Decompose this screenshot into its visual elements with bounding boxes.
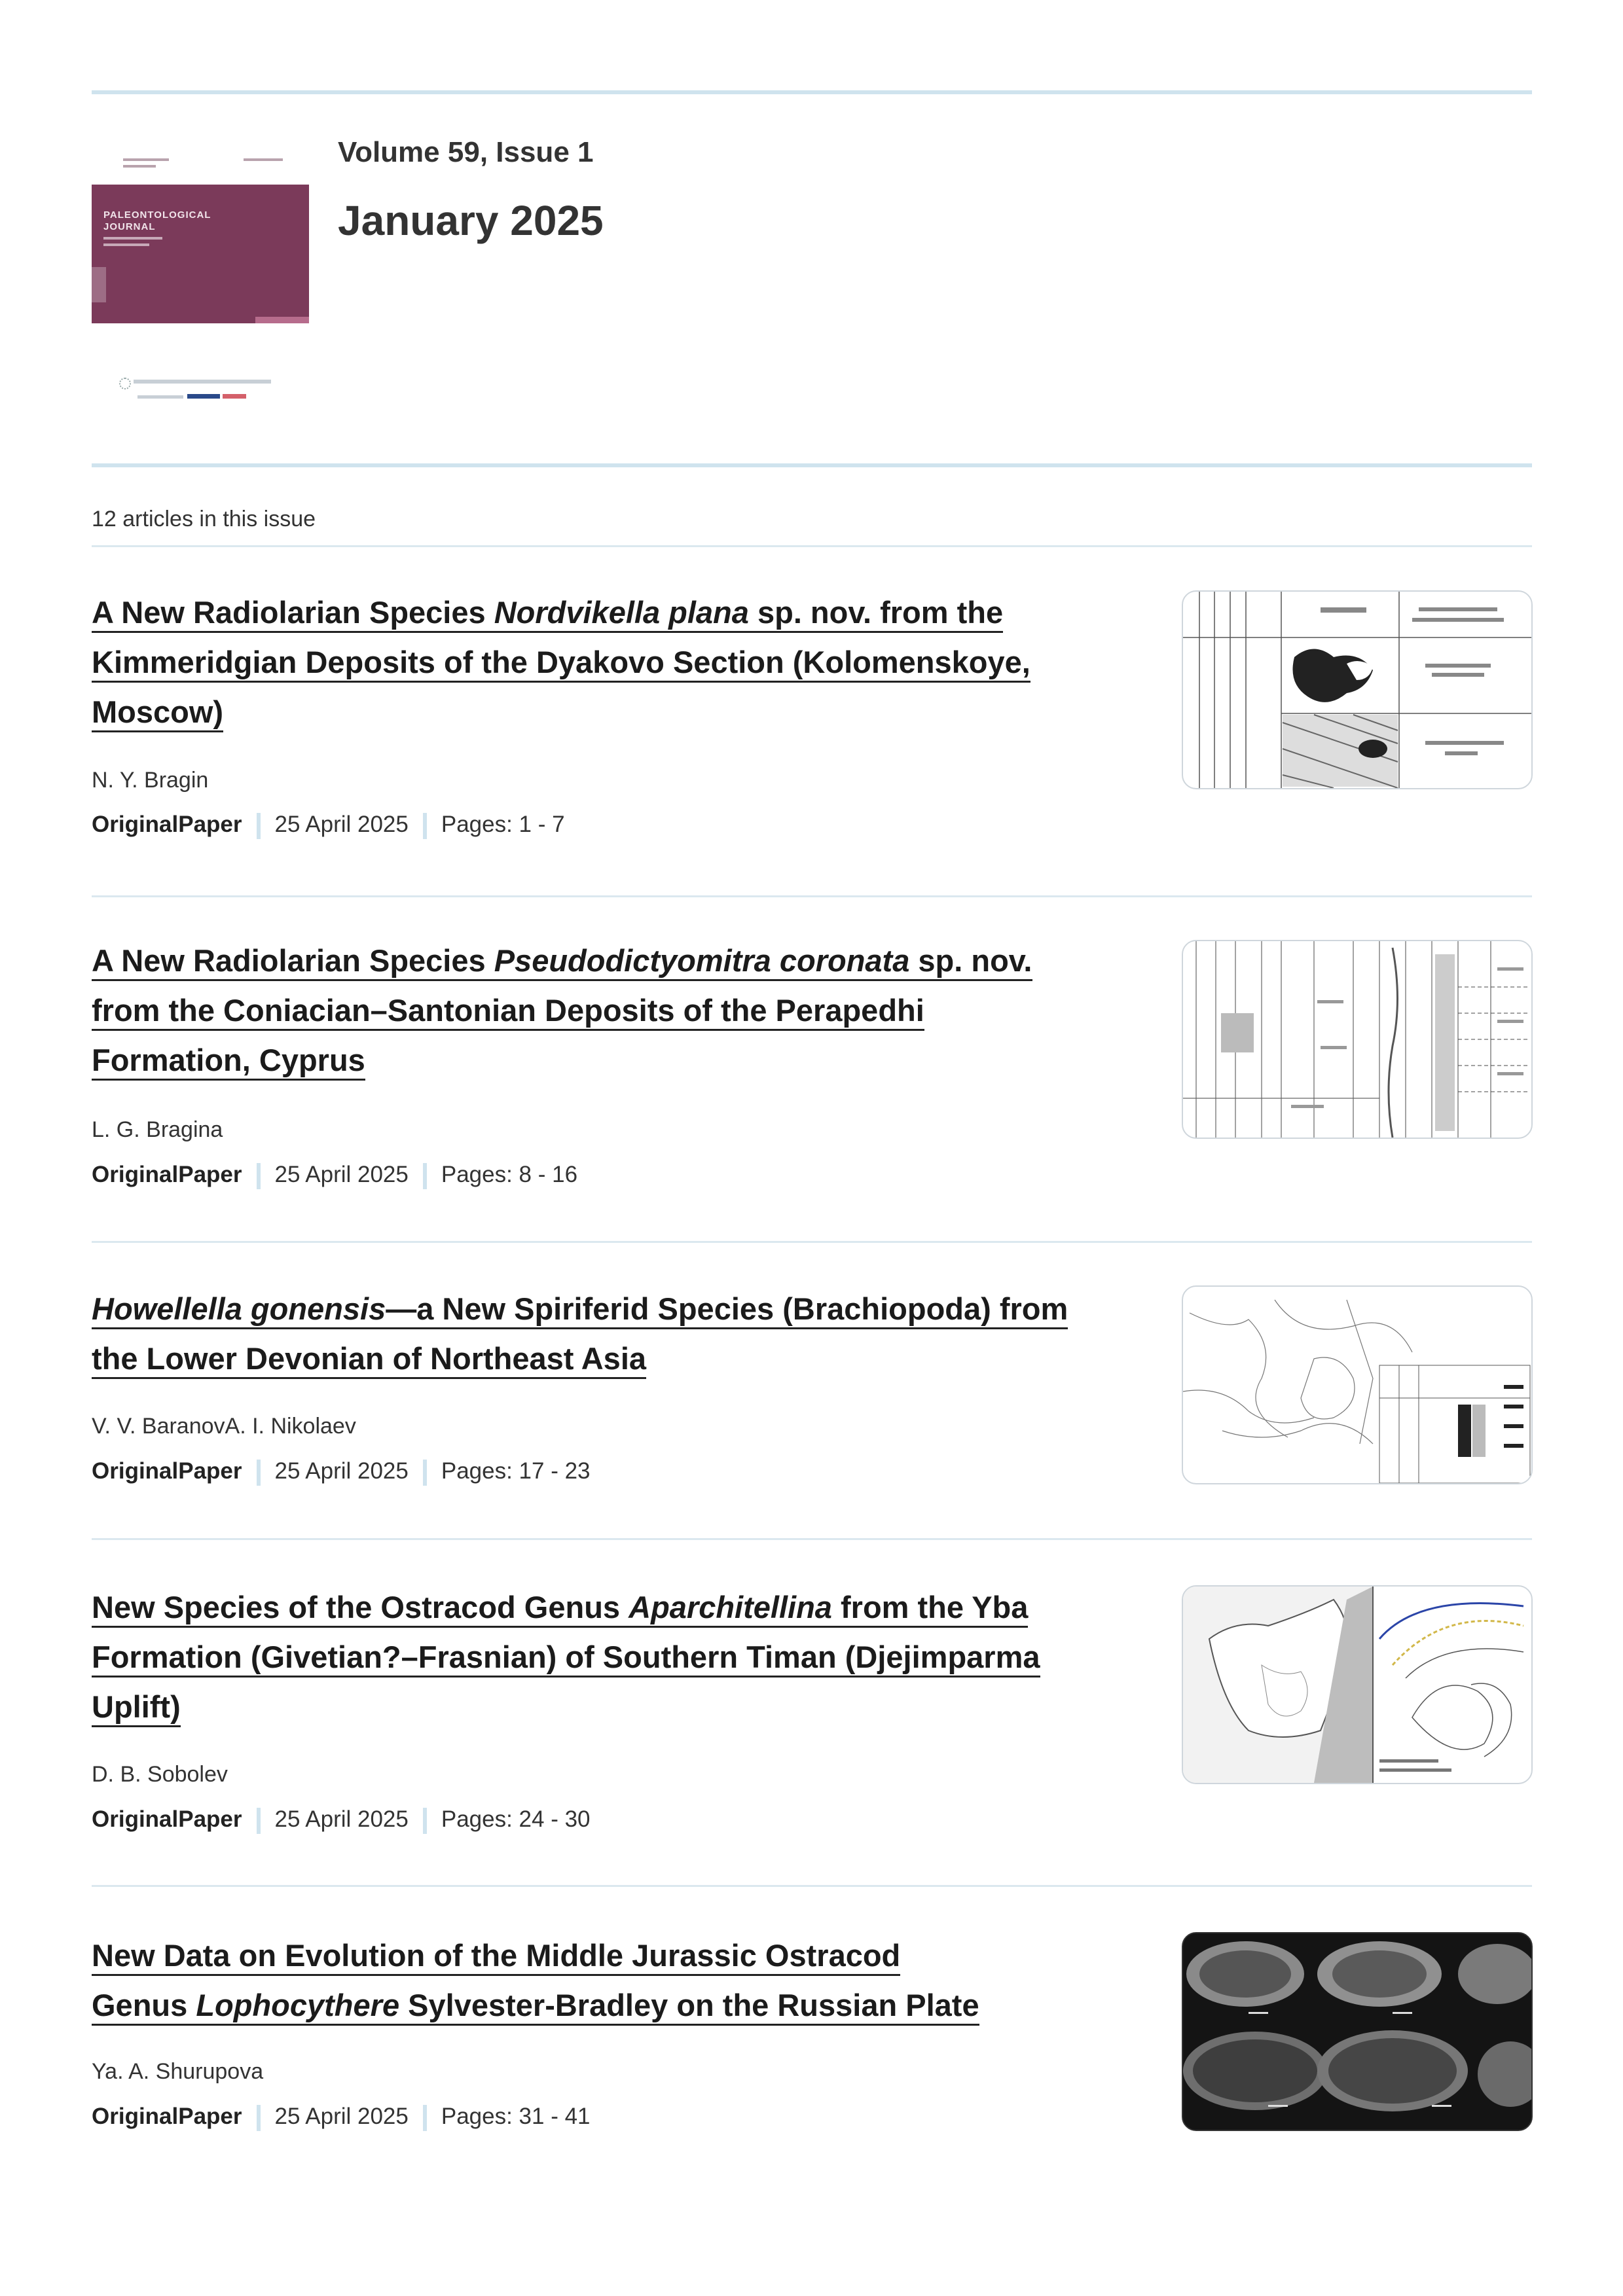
article-meta — [92, 1162, 577, 1189]
article-date: 25 April 2025 — [274, 2104, 409, 2129]
article-date: 25 April 2025 — [274, 812, 409, 837]
cover-journal-title: PALEONTOLOGICAL JOURNAL — [103, 209, 211, 232]
article-type: OriginalPaper — [92, 812, 242, 837]
article-date: 25 April 2025 — [274, 1162, 409, 1187]
article-authors[interactable]: L. G. Bragina — [92, 1117, 223, 1142]
meta-divider — [423, 2105, 427, 2131]
journal-cover-image[interactable] — [92, 139, 309, 323]
publisher-logo — [118, 377, 288, 410]
taxon-name: Pseudodictyomitra coronata — [494, 943, 910, 978]
article-pages: Pages: 24 - 30 — [441, 1806, 591, 1832]
cover-badge — [92, 267, 106, 302]
article-authors[interactable]: V. V. BaranovA. I. Nikolaev — [92, 1414, 356, 1439]
taxon-name: Nordvikella plana — [494, 595, 749, 630]
article-pages: Pages: 31 - 41 — [441, 2104, 591, 2129]
header-bottom-rule — [92, 463, 1532, 467]
article-divider — [92, 1241, 1532, 1243]
article-type: OriginalPaper — [92, 2104, 242, 2129]
article-pages: Pages: 1 - 7 — [441, 812, 565, 837]
article-date: 25 April 2025 — [274, 1458, 409, 1484]
meta-divider — [257, 813, 261, 839]
issue-date: January 2025 — [338, 197, 604, 244]
article-meta — [92, 2104, 591, 2131]
article-authors[interactable]: N. Y. Bragin — [92, 768, 209, 793]
publisher-logo-icon — [119, 378, 131, 389]
article-thumbnail[interactable] — [1182, 940, 1533, 1139]
article-date: 25 April 2025 — [274, 1806, 409, 1832]
article-type: OriginalPaper — [92, 1806, 242, 1832]
taxon-name: Lophocythere — [196, 1988, 400, 2022]
article-meta — [92, 812, 565, 839]
article-thumbnail[interactable] — [1182, 1285, 1533, 1484]
article-type: OriginalPaper — [92, 1162, 242, 1187]
cover-decor-line — [103, 237, 162, 240]
meta-divider — [423, 1808, 427, 1834]
meta-divider — [423, 813, 427, 839]
meta-divider — [257, 2105, 261, 2131]
taxon-name: Aparchitellina — [629, 1590, 832, 1624]
meta-divider — [257, 1808, 261, 1834]
article-pages: Pages: 8 - 16 — [441, 1162, 578, 1187]
article-title[interactable]: New Data on Evolution of the Middle Jurassic Ostracod Genus Lophocythere Sylvester-Bradley on the Russian Plate — [92, 1931, 1139, 2030]
region-map-figure — [1183, 1587, 1531, 1783]
article-divider — [92, 895, 1532, 897]
article-pages: Pages: 17 - 23 — [441, 1458, 591, 1484]
article-divider — [92, 1885, 1532, 1887]
taxon-name: Howellella gonensis — [92, 1291, 386, 1326]
locality-map-figure — [1183, 1287, 1531, 1483]
article-title[interactable]: New Species of the Ostracod Genus Aparchitellina from the Yba Formation (Givetian?–Frasnian) of Southern Timan (Djejimparma Uplift) — [92, 1583, 1139, 1732]
article-divider — [92, 1538, 1532, 1540]
meta-divider — [257, 1163, 261, 1189]
count-rule — [92, 545, 1532, 547]
article-title[interactable]: Howellella gonensis—a New Spiriferid Species (Brachiopoda) from the Lower Devonian of Northeast Asia — [92, 1284, 1139, 1384]
section-correlation-figure — [1183, 941, 1531, 1138]
article-title[interactable]: A New Radiolarian Species Pseudodictyomitra coronata sp. nov. from the Coniacian–Santonian Deposits of the Perapedhi Formation, Cyprus — [92, 936, 1139, 1085]
article-meta — [92, 1806, 591, 1834]
article-authors[interactable]: D. B. Sobolev — [92, 1762, 228, 1787]
article-thumbnail[interactable] — [1182, 1932, 1533, 2131]
article-type: OriginalPaper — [92, 1458, 242, 1484]
stratigraphic-column-figure — [1183, 592, 1531, 788]
ostracod-sem-photo — [1183, 1933, 1531, 2130]
article-title[interactable]: A New Radiolarian Species Nordvikella plana sp. nov. from the Kimmeridgian Deposits of the Dyakovo Section (Kolomenskoye, Moscow) — [92, 588, 1139, 737]
issue-volume: Volume 59, Issue 1 — [338, 136, 594, 168]
article-thumbnail[interactable] — [1182, 1585, 1533, 1784]
cover-decor-line — [103, 243, 149, 246]
article-meta — [92, 1458, 591, 1486]
meta-divider — [423, 1163, 427, 1189]
meta-divider — [257, 1460, 261, 1486]
article-thumbnail[interactable] — [1182, 590, 1533, 789]
cover-top-strip — [92, 139, 309, 185]
top-rule — [92, 90, 1532, 94]
cover-foot-strip — [255, 317, 309, 323]
meta-divider — [423, 1460, 427, 1486]
article-count: 12 articles in this issue — [92, 507, 316, 531]
article-authors[interactable]: Ya. A. Shurupova — [92, 2059, 264, 2084]
